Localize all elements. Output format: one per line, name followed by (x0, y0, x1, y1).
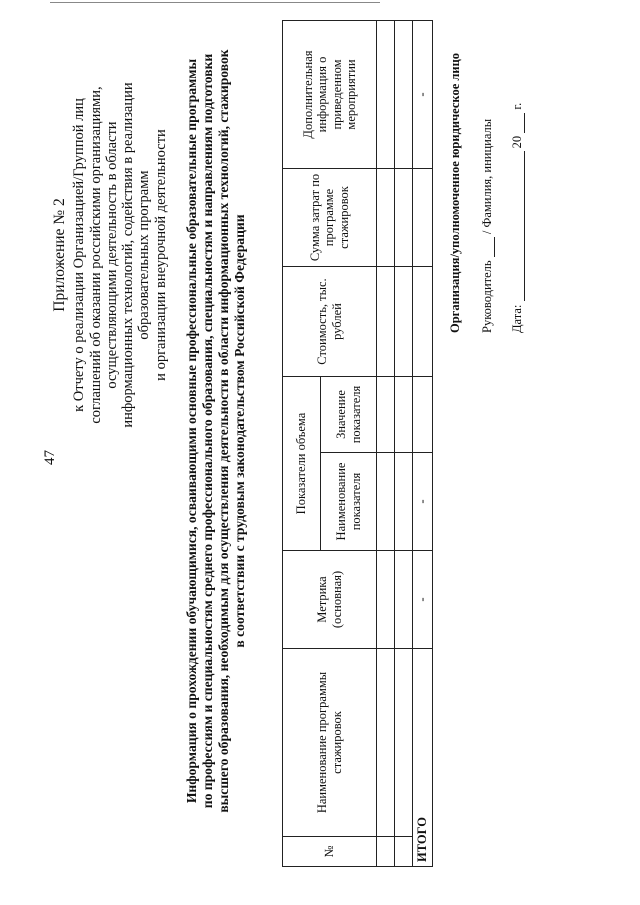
table-cell (413, 169, 433, 267)
date-label: Дата: (510, 304, 524, 333)
year-underline (512, 113, 525, 133)
appendix-line: к Отчету о реализации Организацией/Группой лиц (71, 98, 88, 412)
head-label: Руководитель (480, 260, 494, 333)
report-heading (184, 1, 248, 861)
appendix-line: соглашений об оказании российскими организациями, (87, 86, 104, 424)
table-cell (395, 453, 413, 551)
appendix-line: и организации внеурочной деятельности (152, 129, 169, 381)
table-cell (377, 453, 395, 551)
table-cell (377, 551, 395, 649)
signature-underline (482, 237, 495, 257)
col-header-sum: Сумма затрат по программе стажировок (283, 169, 377, 267)
table-cell (395, 267, 413, 377)
col-header-metric: Метрика (основная) (283, 551, 377, 649)
table-cell (377, 169, 395, 267)
date-year-suffix: г. (510, 102, 524, 110)
heading-line: в соответствии с трудовым законодательством Российской Федерации (232, 214, 247, 648)
table-row (395, 21, 413, 867)
date-line (510, 103, 525, 333)
table-cell (395, 649, 413, 837)
total-extra-dash: - (413, 21, 433, 169)
heading-line: Информация о прохождении обучающимися, осваивающими основные профессиональные образовательные программы (184, 58, 199, 804)
organization-label: Организация/уполномоченное юридическое лицо (448, 52, 462, 333)
heading-line: по профессиям и специальностям среднего профессионального образования, специальностям и направлениям подготовки (200, 53, 215, 809)
table-cell (395, 551, 413, 649)
date-year-prefix: 20 (510, 135, 524, 149)
total-row (413, 21, 433, 867)
table-cell (395, 377, 413, 453)
table-cell (395, 169, 413, 267)
col-header-indicator-name: Наименование показателя (321, 453, 377, 551)
table-cell (377, 837, 395, 867)
col-header-num: № (283, 837, 377, 867)
head-hint: / Фамилия, инициалы (480, 118, 494, 235)
table-cell (395, 837, 413, 867)
col-header-indicator-value: Значение показателя (321, 377, 377, 453)
table-cell (413, 267, 433, 377)
col-header-cost: Стоимость, тыс. рублей (283, 267, 377, 377)
table-cell (377, 649, 395, 837)
date-underline (512, 151, 525, 301)
table-cell (377, 267, 395, 377)
page-number: 47 (42, 450, 58, 465)
heading-line: высшего образования, необходимым для осуществления деятельности в области информационных технологий, стажировок (216, 49, 231, 813)
total-label: ИТОГО (413, 649, 433, 867)
internship-table (282, 20, 433, 867)
table-row (377, 21, 395, 867)
appendix-line: информационных технологий, содействия в реализации (120, 82, 137, 428)
table-cell (377, 377, 395, 453)
appendix-line: осуществляющими деятельность в области (103, 121, 120, 389)
appendix-header (52, 35, 169, 475)
appendix-title: Приложение № 2 (51, 198, 68, 312)
total-indicator-dash: - (413, 453, 433, 551)
table-cell (413, 377, 433, 453)
total-metric-dash: - (413, 551, 433, 649)
appendix-line: образовательных программ (136, 170, 153, 340)
col-header-program: Наименование программы стажировок (283, 649, 377, 837)
col-header-extra: Дополнительная информация о приведенном мероприятии (283, 21, 377, 169)
head-signature-line (480, 119, 495, 333)
col-header-volume: Показатели объема (283, 377, 321, 551)
table-cell (395, 21, 413, 169)
table-cell (377, 21, 395, 169)
